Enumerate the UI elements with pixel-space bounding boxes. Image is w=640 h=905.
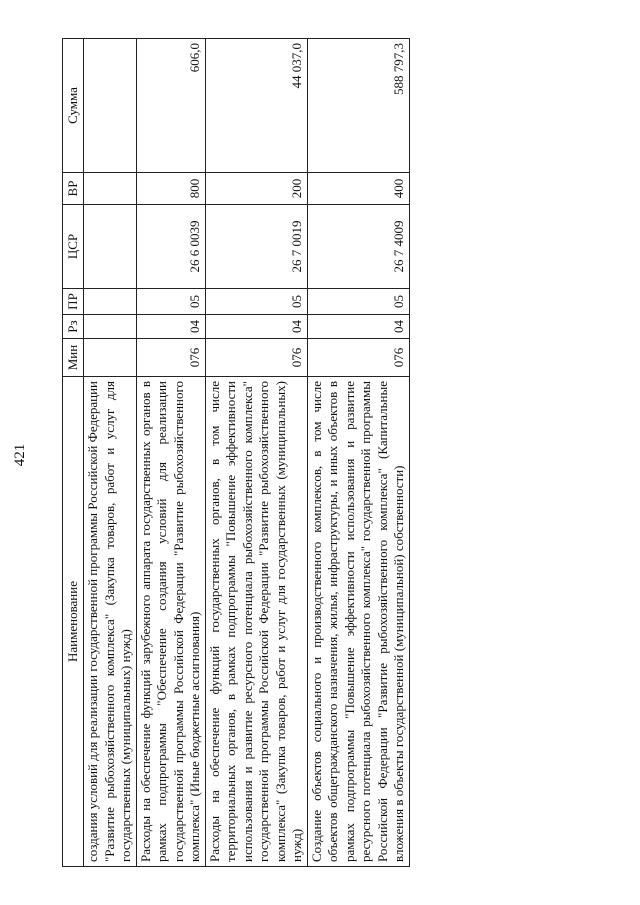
row-csr: 26 6 0039 (136, 205, 205, 289)
row-name (84, 377, 137, 867)
row-name-text: Расходы на обеспечение функций государственных органов, в том числе территориальных органов, в рамках подпрограммы "Повышение эффективности использования и развитие ресурсного потенциала рыбохозяйственного комплекса" государственной программы Российской Федерации "Развитие рыбохозяйственного комплекса" (Закупка товаров, работ и услуг для государственных (муниципальных) нужд) (206, 381, 304, 862)
row-rz: 04 (136, 315, 205, 339)
header-rz: Рз (63, 315, 84, 339)
row-sum: 606,0 (136, 39, 205, 173)
header-vr: ВР (63, 173, 84, 205)
row-vr (84, 173, 137, 205)
table-row (84, 39, 137, 867)
row-vr: 400 (307, 173, 409, 205)
row-pr (84, 289, 137, 315)
row-rz: 04 (205, 315, 307, 339)
row-sum: 588 797,3 (307, 39, 409, 173)
row-sum: 44 037,0 (205, 39, 307, 173)
row-name (136, 377, 205, 867)
row-name-text: Расходы на обеспечение функций зарубежного аппарата государственных органов в рамках подпрограммы "Обеспечение создания условий для реализации государственной программы Российской Федерации "Развитие рыбохозяйственного комплекса" (Иные бюджетные ассигнования) (137, 381, 202, 862)
row-name-text: Создание объектов социального и производственного комплексов, в том числе объектов общегражданского назначения, жилья, инфраструктуры, и иных объектов в рамках подпрограммы "Повышение эффективности использования и развитие ресурсного потенциала рыбохозяйственного комплекса" государственной программы Российской Федерации "Развитие рыбохозяйственного комплекса" (Капитальные вложения в объекты государственной (муниципальной) собственности) (308, 381, 406, 862)
page-number: 421 (12, 443, 28, 467)
budget-table (62, 38, 410, 867)
row-pr: 05 (307, 289, 409, 315)
table-header-row (63, 39, 84, 867)
row-name (307, 377, 409, 867)
row-min: 076 (136, 339, 205, 377)
row-pr: 05 (205, 289, 307, 315)
row-sum (84, 39, 137, 173)
table-row (205, 39, 307, 867)
row-name-text: создания условий для реализации государственной программы Российской Федерации "Развитие рыбохозяйственного комплекса" (Закупка товаров, работ и услуг для государственных (муниципальных) нужд) (85, 381, 133, 862)
header-sum: Сумма (63, 39, 84, 173)
row-pr: 05 (136, 289, 205, 315)
table-row (307, 39, 409, 867)
row-min: 076 (205, 339, 307, 377)
header-name: Наименование (63, 377, 84, 867)
header-pr: ПР (63, 289, 84, 315)
table-row (136, 39, 205, 867)
row-rz: 04 (307, 315, 409, 339)
row-rz (84, 315, 137, 339)
header-min: Мин (63, 339, 84, 377)
row-min (84, 339, 137, 377)
header-csr: ЦСР (63, 205, 84, 289)
row-min: 076 (307, 339, 409, 377)
row-vr: 800 (136, 173, 205, 205)
row-vr: 200 (205, 173, 307, 205)
row-csr: 26 7 4009 (307, 205, 409, 289)
row-csr: 26 7 0019 (205, 205, 307, 289)
row-name (205, 377, 307, 867)
row-csr (84, 205, 137, 289)
